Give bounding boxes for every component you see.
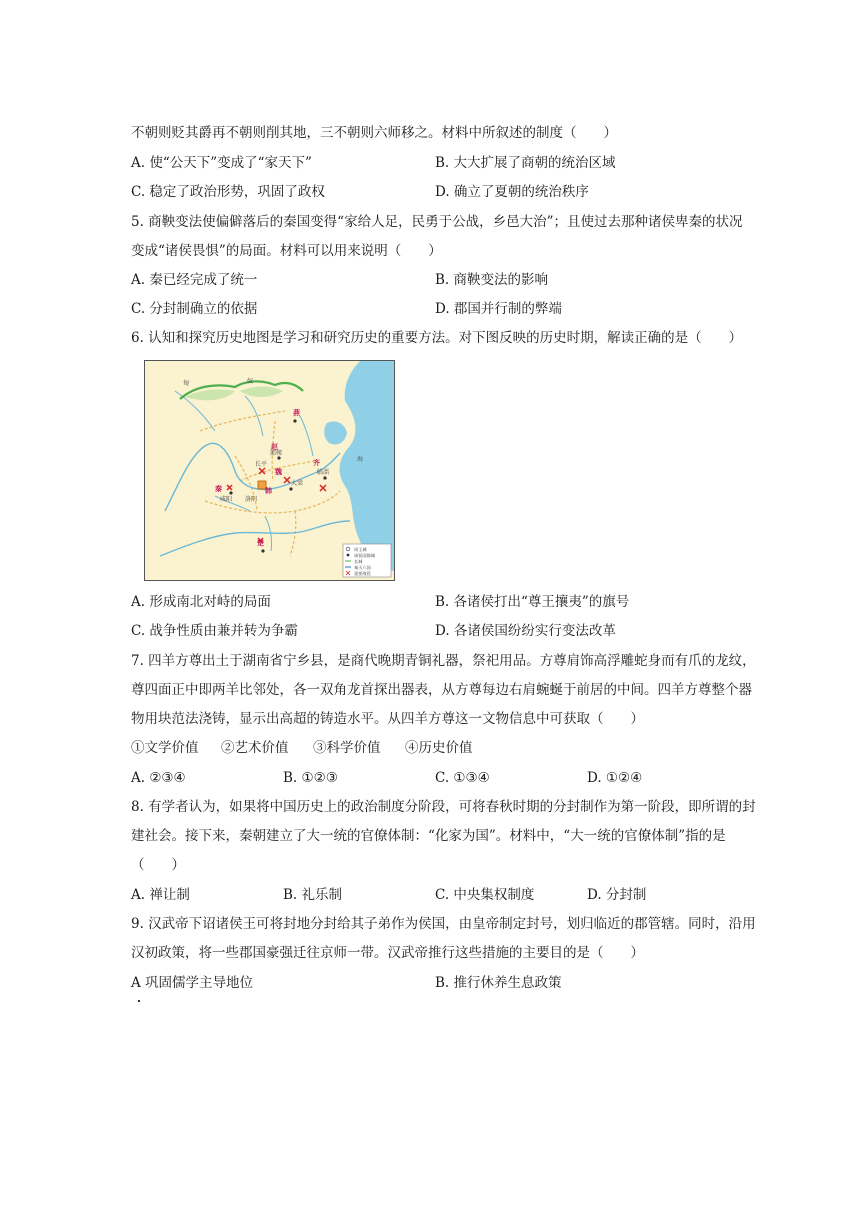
q9-stem-line2: 汉初政策，将一些郡国豪强迁往京师一带。汉武帝推行这些措施的主要目的是（ ）	[131, 945, 644, 961]
q5-option-d[interactable]: D. 郡国并行制的弊端	[435, 301, 562, 317]
map-legend	[343, 544, 391, 577]
q7-item-4: ④历史价值	[405, 740, 473, 756]
q8-stem-line3: （ ）	[131, 857, 185, 873]
map-legend-item: 重要战役	[354, 571, 371, 576]
q7-option-c[interactable]: C. ①③④	[435, 770, 490, 786]
q7-item-2: ②艺术价值	[221, 740, 289, 756]
q8-option-a[interactable]: A. 禅让制	[131, 887, 190, 903]
q6-option-d[interactable]: D. 各诸侯国纷纷实行变法改革	[435, 623, 616, 639]
map-river-yangtze	[160, 521, 350, 556]
q8-stem-line1: 8. 有学者认为，如果将中国历史上的政治制度分阶段，可将春秋时期的分封制作为第一阶段，即所谓的封	[131, 799, 756, 815]
q4-option-b[interactable]: B. 大大扩展了商朝的统治区域	[435, 155, 616, 171]
q5-option-c[interactable]: C. 分封制确立的依据	[131, 301, 258, 317]
map-legend-item: 诸侯国都城	[354, 553, 375, 558]
q5-stem-line1: 5. 商鞅变法使偏僻落后的秦国变得“家给人足，民勇于公战，乡邑大治”；且使过去那种诸侯卑秦的状况	[131, 214, 743, 230]
map-legend-item: 秦灭六国	[354, 565, 371, 570]
map-label-xianyang: 咸阳	[220, 496, 233, 503]
map-label-linzi: 临淄	[317, 469, 330, 476]
q9-option-a[interactable]: A 巩固儒学主导地位	[131, 975, 254, 991]
warring-states-map	[144, 360, 395, 581]
q7-stem-line3: 物用块范法浇铸，显示出高超的铸造水平。从四羊方尊这一文物信息中可获取（ ）	[131, 711, 644, 727]
q4-stem-tail: 不朝则贬其爵再不朝则削其地，三不朝则六师移之。材料中所叙述的制度（ ）	[131, 125, 617, 141]
map-label-handan: 邯郸	[270, 450, 283, 457]
q7-stem-line2: 尊四面正中即两羊比邻处，各一双角龙首探出器表，从方尊每边右肩蜿蜒于前居的中间。四羊方尊整个器	[131, 682, 752, 698]
q6-stem: 6. 认知和探究历史地图是学习和研究历史的重要方法。对下图反映的历史时期，解读正确的是（ ）	[131, 330, 743, 346]
q5-stem-line2: 变成“诸侯畏惧”的局面。材料可以用来说明（ ）	[131, 243, 442, 259]
q5-option-b[interactable]: B. 商鞅变法的影响	[435, 272, 549, 288]
q4-option-a[interactable]: A. 使“公天下”变成了“家天下”	[131, 155, 312, 171]
map-battle-markers	[227, 468, 326, 543]
map-label-xiongnu-a: 匈	[183, 380, 190, 387]
map-label-daliang: 大梁	[291, 480, 304, 487]
map-label-qi: 齐	[313, 459, 320, 467]
map-label-changping: 长平	[255, 461, 268, 468]
q6-option-a[interactable]: A. 形成南北对峙的局面	[131, 594, 271, 610]
q6-option-b[interactable]: B. 各诸侯打出“尊王攘夷”的旗号	[435, 594, 630, 610]
q7-item-1: ①文学价值	[131, 740, 199, 756]
q8-option-b[interactable]: B. 礼乐制	[283, 887, 343, 903]
q9-option-b[interactable]: B. 推行休养生息政策	[435, 975, 562, 991]
q8-stem-line2: 建社会。接下来，秦朝建立了大一统的官僚体制：“化家为国”。材料中，“大一统的官僚体制”指的是	[131, 828, 726, 844]
q8-option-c[interactable]: C. 中央集权制度	[435, 887, 535, 903]
q7-option-b[interactable]: B. ①②③	[283, 770, 338, 786]
map-graphic	[145, 361, 394, 580]
map-label-sea: 海	[357, 456, 364, 463]
q9-stem-line1: 9. 汉武帝下诏诸侯王可将封地分封给其子弟作为侯国，由皇帝制定封号，划归临近的郡管辖。同时，沿用	[131, 916, 756, 932]
q4-option-d[interactable]: D. 确立了夏朝的统治秩序	[435, 184, 589, 200]
stray-dot	[138, 1000, 140, 1002]
q5-option-a[interactable]: A. 秦已经完成了统一	[131, 272, 258, 288]
map-label-qin: 秦	[215, 485, 222, 493]
q7-option-d[interactable]: D. ①②④	[587, 770, 643, 786]
map-label-wei: 魏	[275, 468, 282, 476]
map-label-xiongnu-b: 奴	[247, 378, 254, 385]
map-label-chu: 楚	[257, 539, 264, 547]
q4-option-c[interactable]: C. 稳定了政治形势，巩固了政权	[131, 184, 325, 200]
map-borders	[200, 411, 340, 556]
q7-item-3: ③科学价值	[313, 740, 381, 756]
map-label-yan: 燕	[293, 409, 300, 417]
map-bay	[324, 421, 347, 444]
map-legend-item: 长城	[354, 559, 363, 564]
q8-option-d[interactable]: D. 分封制	[587, 887, 647, 903]
q7-stem-line1: 7. 四羊方尊出土于湖南省宁乡县，是商代晚期青铜礼器，祭祀用品。方尊肩饰高浮雕蛇身而有爪的龙纹，	[131, 653, 756, 669]
map-label-luoyang: 洛阳	[245, 496, 258, 503]
q7-option-a[interactable]: A. ②③④	[131, 770, 186, 786]
map-label-han: 韩	[265, 487, 272, 495]
map-legend-item: 周王城	[354, 547, 367, 552]
map-label-zhao: 赵	[271, 443, 278, 451]
map-sea	[340, 361, 394, 571]
q6-option-c[interactable]: C. 战争性质由兼并转为争霸	[131, 623, 298, 639]
